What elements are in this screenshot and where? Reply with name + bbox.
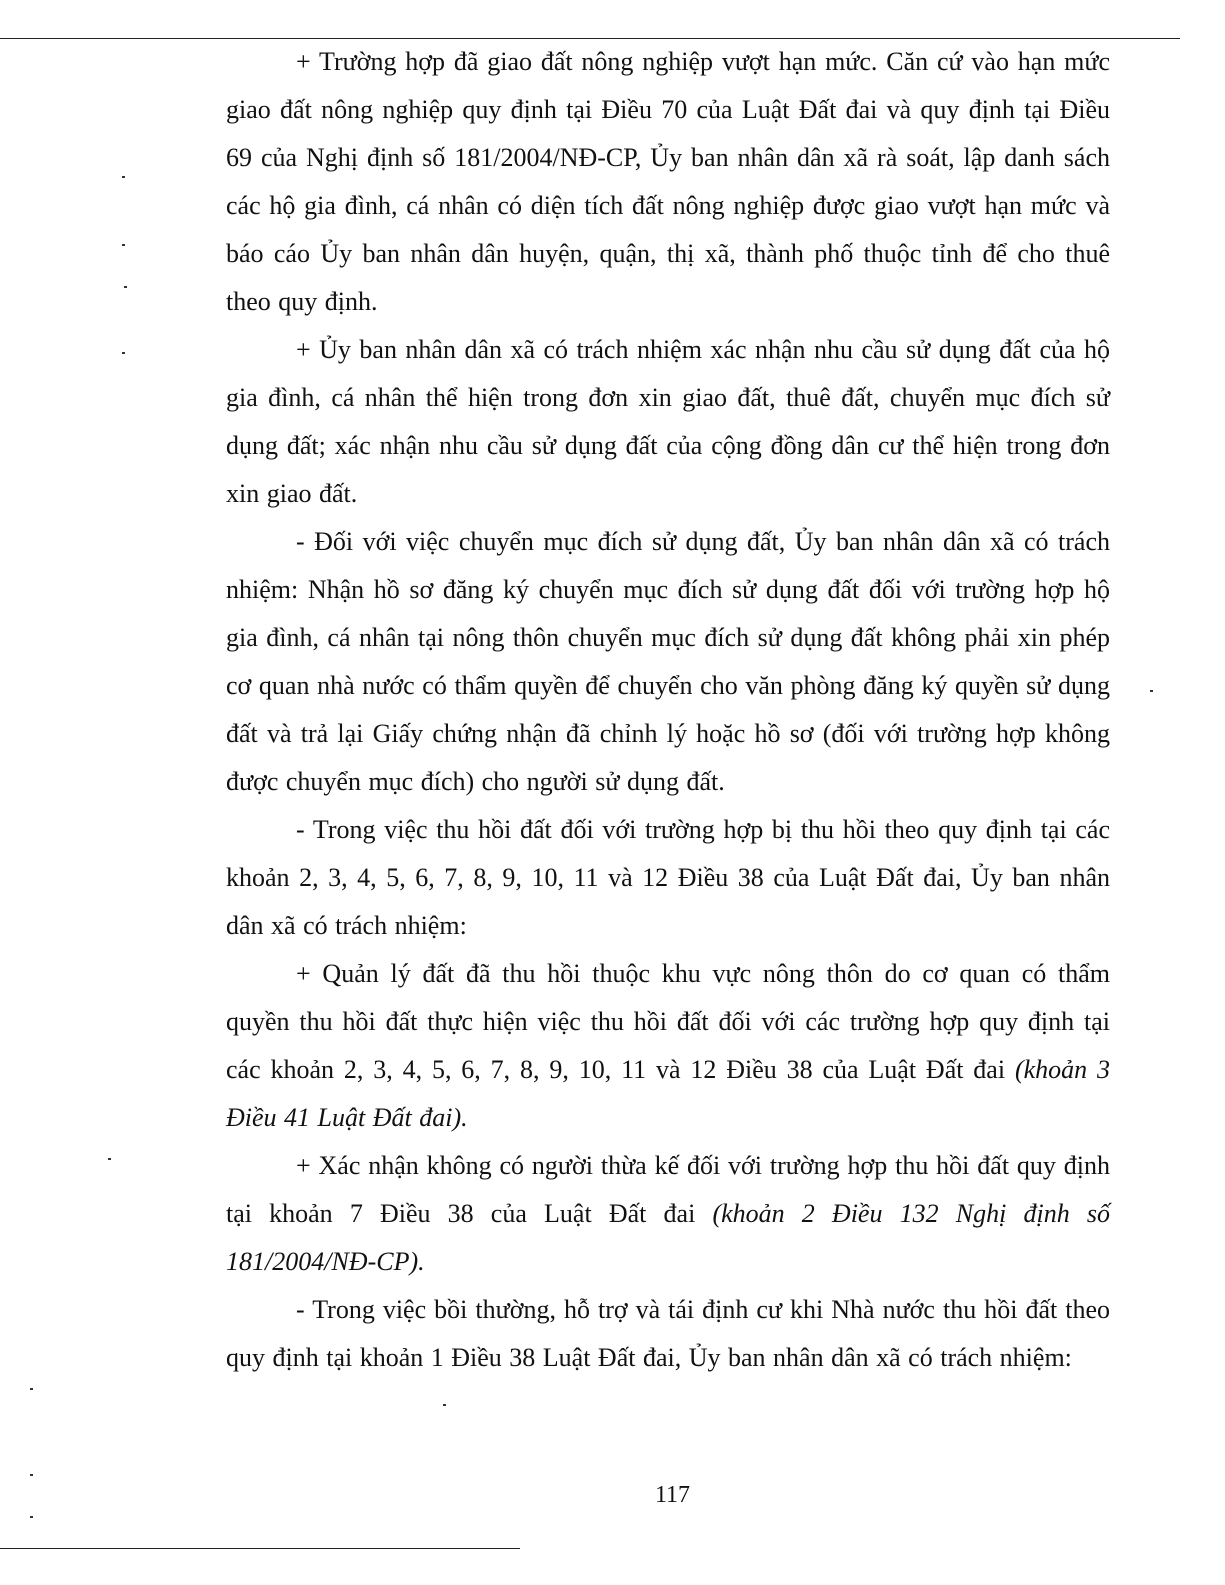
paragraph-text: - Đối với việc chuyển mục đích sử dụng đất, Ủy ban nhân dân xã có trách nhiệm: Nhận hồ sơ đăng ký chuyển mục đích sử dụng đất đối với trường hợp hộ gia đình, cá nhân tại nông thôn chuyển mục đích sử dụng đất không phải xin phép cơ quan nhà nước có thẩm quyền để chuyển cho văn phòng đăng ký quyền sử dụng đất và trả lại Giấy chứng nhận đã chỉnh lý hoặc hồ sơ (đối với trường hợp không được chuyển mục đích) cho người sử dụng đất. xyxy=(226,527,1110,796)
paragraph xyxy=(226,38,1110,326)
paragraph-text: + Xác nhận không có người thừa kế đối với trường hợp thu hồi đất quy định tại khoản 7 Điều 38 của Luật Đất đai xyxy=(226,1151,1110,1228)
paragraph xyxy=(226,1142,1110,1286)
scan-speck xyxy=(443,1404,446,1406)
document-body xyxy=(226,38,1110,1382)
scan-speck xyxy=(30,1474,33,1476)
paragraph xyxy=(226,950,1110,1142)
paragraph xyxy=(226,326,1110,518)
paragraph-text: + Trường hợp đã giao đất nông nghiệp vượt hạn mức. Căn cứ vào hạn mức giao đất nông nghiệp quy định tại Điều 70 của Luật Đất đai và quy định tại Điều 69 của Nghị định số 181/2004/NĐ-CP, Ủy ban nhân dân xã rà soát, lập danh sách các hộ gia đình, cá nhân có diện tích đất nông nghiệp được giao vượt hạn mức và báo cáo Ủy ban nhân dân huyện, quận, thị xã, thành phố thuộc tỉnh để cho thuê theo quy định. xyxy=(226,47,1110,316)
paragraph-citation: (khoản 2 Điều 132 Nghị định số 181/2004/NĐ-CP). xyxy=(226,1199,1110,1276)
paragraph-text: + Ủy ban nhân dân xã có trách nhiệm xác nhận nhu cầu sử dụng đất của hộ gia đình, cá nhân thể hiện trong đơn xin giao đất, thuê đất, chuyển mục đích sử dụng đất; xác nhận nhu cầu sử dụng đất của cộng đồng dân cư thể hiện trong đơn xin giao đất. xyxy=(226,335,1110,508)
scan-speck xyxy=(108,1158,111,1160)
paragraph-text: - Trong việc bồi thường, hỗ trợ và tái định cư khi Nhà nước thu hồi đất theo quy định tại khoản 1 Điều 38 Luật Đất đai, Ủy ban nhân dân xã có trách nhiệm: xyxy=(226,1295,1110,1372)
bottom-rule xyxy=(0,1548,520,1549)
scan-speck xyxy=(1150,690,1153,692)
scan-speck xyxy=(122,244,125,246)
paragraph xyxy=(226,806,1110,950)
scan-speck xyxy=(122,176,125,178)
scan-speck xyxy=(124,286,127,288)
scan-speck xyxy=(122,352,125,354)
page-number: 117 xyxy=(654,1482,691,1508)
paragraph-text: - Trong việc thu hồi đất đối với trường hợp bị thu hồi theo quy định tại các khoản 2, 3, 4, 5, 6, 7, 8, 9, 10, 11 và 12 Điều 38 của Luật Đất đai, Ủy ban nhân dân xã có trách nhiệm: xyxy=(226,815,1110,940)
scan-speck xyxy=(30,1516,33,1518)
paragraph xyxy=(226,1286,1110,1382)
paragraph xyxy=(226,518,1110,806)
paragraph-text: + Quản lý đất đã thu hồi thuộc khu vực nông thôn do cơ quan có thẩm quyền thu hồi đất thực hiện việc thu hồi đất đối với các trường hợp quy định tại các khoản 2, 3, 4, 5, 6, 7, 8, 9, 10, 11 và 12 Điều 38 của Luật Đất đai xyxy=(226,959,1110,1084)
scan-speck xyxy=(30,1388,33,1390)
paragraph-citation: (khoản 3 Điều 41 Luật Đất đai). xyxy=(226,1055,1110,1132)
